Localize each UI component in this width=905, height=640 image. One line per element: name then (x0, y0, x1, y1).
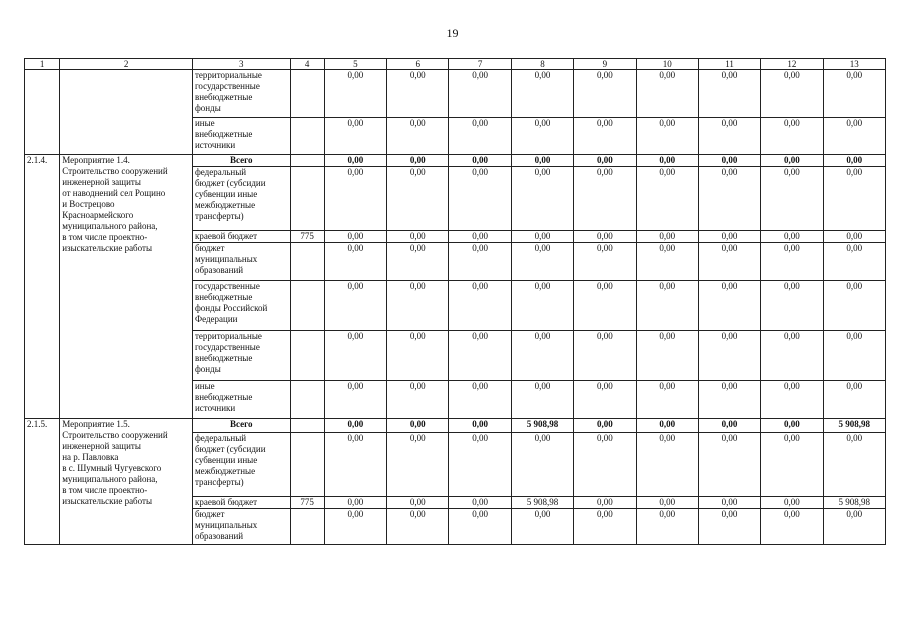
funding-source: Всего (192, 419, 290, 433)
budget-code (290, 243, 324, 281)
amount-cell: 0,00 (324, 509, 386, 545)
amount-cell: 0,00 (324, 419, 386, 433)
amount-cell: 0,00 (449, 155, 511, 167)
amount-cell: 0,00 (698, 381, 760, 419)
col-header: 5 (324, 59, 386, 70)
budget-code (290, 70, 324, 118)
funding-source: государственные внебюджетные фонды Российской Федерации (192, 281, 290, 331)
amount-cell: 0,00 (449, 70, 511, 118)
budget-code: 775 (290, 231, 324, 243)
amount-cell: 0,00 (823, 155, 885, 167)
amount-cell: 0,00 (636, 433, 698, 497)
budget-code (290, 419, 324, 433)
amount-cell: 0,00 (324, 433, 386, 497)
funding-source: федеральный бюджет (субсидии субвенции иные межбюджетные трансферты) (192, 167, 290, 231)
amount-cell: 0,00 (636, 509, 698, 545)
amount-cell: 0,00 (823, 243, 885, 281)
amount-cell: 0,00 (511, 167, 573, 231)
amount-cell: 0,00 (324, 331, 386, 381)
amount-cell: 0,00 (574, 281, 636, 331)
table-row (25, 70, 886, 118)
amount-cell: 0,00 (511, 331, 573, 381)
amount-cell: 0,00 (449, 281, 511, 331)
col-header: 8 (511, 59, 573, 70)
amount-cell: 0,00 (387, 433, 449, 497)
funding-source: Всего (192, 155, 290, 167)
col-header: 4 (290, 59, 324, 70)
header-row (25, 59, 886, 70)
amount-cell: 0,00 (324, 167, 386, 231)
amount-cell: 0,00 (761, 381, 823, 419)
budget-table (24, 58, 886, 545)
amount-cell: 0,00 (324, 231, 386, 243)
measure-name: Мероприятие 1.4. Строительство сооружений инженерной защиты от наводнений сел Рощино и Вострецово Красноармейского муниципального района, в том числе проектно- изыскательские работы (60, 155, 193, 419)
amount-cell: 0,00 (574, 118, 636, 155)
amount-cell: 0,00 (387, 231, 449, 243)
amount-cell: 0,00 (636, 167, 698, 231)
budget-code (290, 381, 324, 419)
col-header: 9 (574, 59, 636, 70)
amount-cell: 0,00 (636, 331, 698, 381)
amount-cell: 0,00 (511, 155, 573, 167)
amount-cell: 0,00 (698, 419, 760, 433)
amount-cell: 0,00 (761, 155, 823, 167)
measure-id: 2.1.4. (25, 155, 60, 419)
amount-cell: 0,00 (449, 497, 511, 509)
amount-cell: 0,00 (449, 419, 511, 433)
amount-cell: 0,00 (574, 243, 636, 281)
amount-cell: 0,00 (823, 433, 885, 497)
funding-source: территориальные государственные внебюджетные фонды (192, 70, 290, 118)
budget-code: 775 (290, 497, 324, 509)
amount-cell: 0,00 (324, 381, 386, 419)
table-row (25, 155, 886, 167)
amount-cell: 0,00 (698, 231, 760, 243)
amount-cell: 0,00 (387, 497, 449, 509)
funding-source: краевой бюджет (192, 231, 290, 243)
amount-cell: 0,00 (449, 167, 511, 231)
col-header: 2 (60, 59, 193, 70)
col-header: 6 (387, 59, 449, 70)
funding-source: краевой бюджет (192, 497, 290, 509)
amount-cell: 0,00 (574, 433, 636, 497)
amount-cell: 5 908,98 (823, 419, 885, 433)
amount-cell: 0,00 (387, 381, 449, 419)
amount-cell: 0,00 (636, 243, 698, 281)
col-header: 3 (192, 59, 290, 70)
amount-cell: 0,00 (449, 231, 511, 243)
amount-cell: 0,00 (574, 497, 636, 509)
amount-cell: 0,00 (511, 70, 573, 118)
amount-cell: 0,00 (511, 381, 573, 419)
amount-cell: 0,00 (698, 281, 760, 331)
amount-cell: 0,00 (574, 155, 636, 167)
amount-cell: 0,00 (761, 509, 823, 545)
amount-cell: 0,00 (823, 509, 885, 545)
amount-cell: 0,00 (823, 118, 885, 155)
table-row (25, 419, 886, 433)
amount-cell: 0,00 (324, 281, 386, 331)
budget-code (290, 331, 324, 381)
amount-cell: 0,00 (761, 70, 823, 118)
amount-cell: 0,00 (511, 243, 573, 281)
funding-source: иные внебюджетные источники (192, 381, 290, 419)
amount-cell: 0,00 (449, 433, 511, 497)
amount-cell: 0,00 (449, 381, 511, 419)
table-body (25, 70, 886, 545)
amount-cell: 0,00 (823, 381, 885, 419)
amount-cell: 0,00 (574, 231, 636, 243)
funding-source: федеральный бюджет (субсидии субвенции иные межбюджетные трансферты) (192, 433, 290, 497)
amount-cell: 0,00 (698, 118, 760, 155)
amount-cell: 0,00 (574, 167, 636, 231)
measure-name: Мероприятие 1.5. Строительство сооружений инженерной защиты на р. Павловка в с. Шумный Чугуевского муниципального района, в том числе проектно- изыскательские работы (60, 419, 193, 545)
amount-cell: 0,00 (823, 70, 885, 118)
amount-cell: 5 908,98 (511, 419, 573, 433)
amount-cell: 0,00 (574, 381, 636, 419)
amount-cell: 0,00 (511, 281, 573, 331)
budget-code (290, 281, 324, 331)
amount-cell: 5 908,98 (823, 497, 885, 509)
amount-cell: 0,00 (761, 243, 823, 281)
amount-cell: 0,00 (511, 118, 573, 155)
col-header: 1 (25, 59, 60, 70)
amount-cell: 0,00 (449, 243, 511, 281)
amount-cell: 0,00 (387, 509, 449, 545)
amount-cell: 0,00 (761, 331, 823, 381)
amount-cell: 0,00 (449, 118, 511, 155)
amount-cell: 0,00 (511, 231, 573, 243)
amount-cell: 0,00 (761, 167, 823, 231)
amount-cell: 0,00 (698, 243, 760, 281)
amount-cell: 0,00 (574, 70, 636, 118)
amount-cell: 0,00 (761, 231, 823, 243)
amount-cell: 0,00 (636, 419, 698, 433)
amount-cell: 0,00 (698, 497, 760, 509)
amount-cell: 0,00 (387, 155, 449, 167)
amount-cell: 0,00 (387, 419, 449, 433)
amount-cell: 0,00 (324, 70, 386, 118)
amount-cell: 0,00 (823, 167, 885, 231)
amount-cell: 0,00 (387, 331, 449, 381)
amount-cell: 0,00 (823, 281, 885, 331)
amount-cell: 5 908,98 (511, 497, 573, 509)
budget-code (290, 433, 324, 497)
funding-source: территориальные государственные внебюджетные фонды (192, 331, 290, 381)
row-id (25, 70, 60, 155)
amount-cell: 0,00 (636, 231, 698, 243)
measure-name (60, 70, 193, 155)
amount-cell: 0,00 (698, 167, 760, 231)
amount-cell: 0,00 (823, 331, 885, 381)
amount-cell: 0,00 (324, 155, 386, 167)
funding-source: бюджет муниципальных образований (192, 509, 290, 545)
funding-source: иные внебюджетные источники (192, 118, 290, 155)
amount-cell: 0,00 (324, 118, 386, 155)
amount-cell: 0,00 (324, 497, 386, 509)
amount-cell: 0,00 (636, 381, 698, 419)
amount-cell: 0,00 (387, 118, 449, 155)
amount-cell: 0,00 (636, 70, 698, 118)
amount-cell: 0,00 (761, 281, 823, 331)
amount-cell: 0,00 (449, 331, 511, 381)
measure-id: 2.1.5. (25, 419, 60, 545)
amount-cell: 0,00 (387, 70, 449, 118)
amount-cell: 0,00 (698, 433, 760, 497)
amount-cell: 0,00 (823, 231, 885, 243)
amount-cell: 0,00 (698, 155, 760, 167)
page-number: 19 (446, 26, 459, 40)
amount-cell: 0,00 (387, 281, 449, 331)
col-header: 11 (698, 59, 760, 70)
budget-code (290, 167, 324, 231)
amount-cell: 0,00 (698, 331, 760, 381)
amount-cell: 0,00 (636, 497, 698, 509)
col-header: 12 (761, 59, 823, 70)
col-header: 10 (636, 59, 698, 70)
amount-cell: 0,00 (574, 331, 636, 381)
amount-cell: 0,00 (511, 509, 573, 545)
amount-cell: 0,00 (636, 281, 698, 331)
budget-code (290, 155, 324, 167)
funding-source: бюджет муниципальных образований (192, 243, 290, 281)
amount-cell: 0,00 (761, 118, 823, 155)
amount-cell: 0,00 (387, 167, 449, 231)
amount-cell: 0,00 (387, 243, 449, 281)
col-header: 13 (823, 59, 885, 70)
amount-cell: 0,00 (636, 118, 698, 155)
amount-cell: 0,00 (698, 509, 760, 545)
amount-cell: 0,00 (761, 433, 823, 497)
amount-cell: 0,00 (574, 419, 636, 433)
amount-cell: 0,00 (511, 433, 573, 497)
amount-cell: 0,00 (761, 497, 823, 509)
col-header: 7 (449, 59, 511, 70)
amount-cell: 0,00 (636, 155, 698, 167)
amount-cell: 0,00 (761, 419, 823, 433)
amount-cell: 0,00 (698, 70, 760, 118)
amount-cell: 0,00 (449, 509, 511, 545)
budget-code (290, 118, 324, 155)
amount-cell: 0,00 (574, 509, 636, 545)
amount-cell: 0,00 (324, 243, 386, 281)
budget-code (290, 509, 324, 545)
